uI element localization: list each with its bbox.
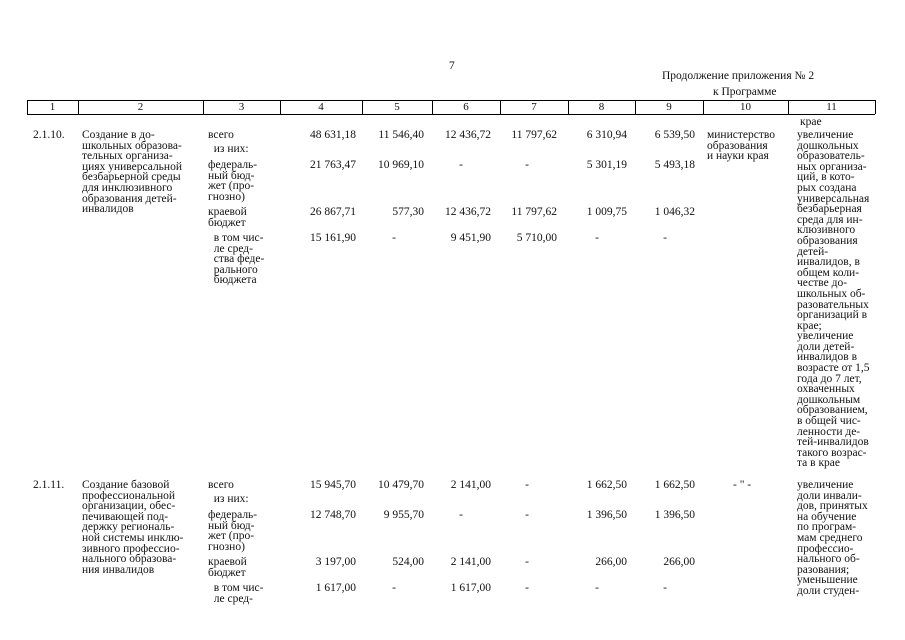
funding-value: - <box>525 159 529 171</box>
funding-value: 5 710,00 <box>516 232 557 244</box>
column-number: 6 <box>463 101 469 113</box>
row-code: 2.1.10. <box>33 129 65 141</box>
funding-source: в том чис- ле сред- <box>213 582 264 605</box>
funding-value: 9 955,70 <box>383 509 424 521</box>
column-number: 7 <box>531 101 537 113</box>
funding-value: 10 479,70 <box>378 479 424 491</box>
funding-value: 11 546,40 <box>378 129 424 141</box>
funding-value: - <box>525 509 529 521</box>
funding-value: 1 009,75 <box>586 206 627 218</box>
column-number: 4 <box>318 101 324 113</box>
column-number: 1 <box>49 101 56 113</box>
funding-value: 1 617,00 <box>315 582 356 594</box>
header-row-bottom-border <box>27 114 875 115</box>
overflow-text: крае <box>800 116 822 128</box>
funding-source: в том чис- ле сред- ства феде- рального бюджета <box>213 232 265 287</box>
funding-source: федераль- ный бюд- жет (про- гнозно) <box>208 159 258 203</box>
funding-source: краевой бюджет <box>208 206 247 229</box>
funding-value: 11 797,62 <box>511 129 557 141</box>
funding-source: федераль- ный бюд- жет (про- гнозно) <box>208 509 258 553</box>
funding-value: 48 631,18 <box>310 129 356 141</box>
funding-value: 1 662,50 <box>586 479 627 491</box>
expected-result: увеличение доли инвали- дов, принятых на обучение по програм- мам среднего профессио- нального об- разования; уменьшение доли студен- <box>797 479 868 597</box>
funding-value: 5 493,18 <box>654 159 695 171</box>
funding-source: всего <box>208 479 234 491</box>
column-number: 5 <box>394 101 400 113</box>
expected-result: увеличение дошкольных образователь- ных организа- ций, в кото- рых создана универсальная безбарьерная среда для ин- клюзивного образования детей- инвалидов, в общем коли- честве до- школьных об- разовательных организаций в крае; увеличение доли детей- инвалидов в возрасте от 1,5 года до 7 лет, охваченных дошкольным образованием, в общей чис- ленности де- тей-инвалидов такого возрас- та в крае <box>797 129 870 470</box>
funding-value: 577,30 <box>392 206 424 218</box>
column-number: 11 <box>826 101 837 113</box>
funding-value: 6 539,50 <box>654 129 695 141</box>
funding-value: - <box>595 582 599 594</box>
funding-value: 12 748,70 <box>310 509 356 521</box>
funding-value: 5 301,19 <box>586 159 627 171</box>
continuation-title: Продолжение приложения № 2 <box>662 70 815 82</box>
funding-value: 11 797,62 <box>511 206 557 218</box>
funding-source: всего <box>208 129 234 141</box>
funding-value: 15 161,90 <box>310 232 356 244</box>
funding-value: 2 141,00 <box>450 479 491 491</box>
column-number: 2 <box>137 101 144 113</box>
funding-value: - <box>459 159 463 171</box>
funding-value: 1 396,50 <box>586 509 627 521</box>
funding-source: из них: <box>208 143 249 155</box>
funding-value: 1 617,00 <box>450 582 491 594</box>
funding-value: 524,00 <box>392 556 424 568</box>
executor: министерство образования и науки края <box>707 129 775 163</box>
funding-value: - <box>525 556 529 568</box>
funding-source: из них: <box>208 493 249 505</box>
funding-value: 21 763,47 <box>310 159 356 171</box>
funding-value: 10 969,10 <box>378 159 424 171</box>
funding-value: 1 396,50 <box>654 509 695 521</box>
funding-value: - <box>392 232 396 244</box>
funding-value: - <box>459 509 463 521</box>
continuation-subtitle: к Программе <box>713 86 777 98</box>
column-number: 9 <box>666 101 672 113</box>
column-number: 10 <box>740 101 751 113</box>
measure-name: Создание в до- школьных образова- тельных организа- циях универсальной безбарьерной среды для инклюзивного образования детей- инвалидов <box>82 129 182 216</box>
funding-value: - <box>525 479 529 491</box>
funding-value: 6 310,94 <box>586 129 627 141</box>
funding-value: 2 141,00 <box>450 556 491 568</box>
funding-value: - <box>392 582 396 594</box>
funding-value: 266,00 <box>663 556 695 568</box>
funding-value: 1 046,32 <box>654 206 695 218</box>
funding-value: 12 436,72 <box>445 206 491 218</box>
funding-value: - <box>663 232 667 244</box>
funding-value: 12 436,72 <box>445 129 491 141</box>
funding-value: - <box>525 582 529 594</box>
funding-value: 26 867,71 <box>310 206 356 218</box>
funding-value: 3 197,00 <box>315 556 356 568</box>
measure-name: Создание базовой профессиональной организации, обес- печивающей под- держку региональ- ной системы инклю- зивного профессио- нального образова- ния инвалидов <box>82 479 184 576</box>
executor: - " - <box>733 479 752 491</box>
funding-value: - <box>595 232 599 244</box>
funding-value: 266,00 <box>595 556 627 568</box>
funding-source: краевой бюджет <box>208 556 247 579</box>
funding-value: 15 945,70 <box>310 479 356 491</box>
funding-value: 1 662,50 <box>654 479 695 491</box>
funding-value: - <box>663 582 667 594</box>
funding-value: 9 451,90 <box>450 232 491 244</box>
row-code: 2.1.11. <box>33 479 65 491</box>
page-number: 7 <box>449 60 455 72</box>
header-column-divider <box>875 100 876 114</box>
column-number: 8 <box>598 101 605 113</box>
column-number: 3 <box>238 101 245 113</box>
